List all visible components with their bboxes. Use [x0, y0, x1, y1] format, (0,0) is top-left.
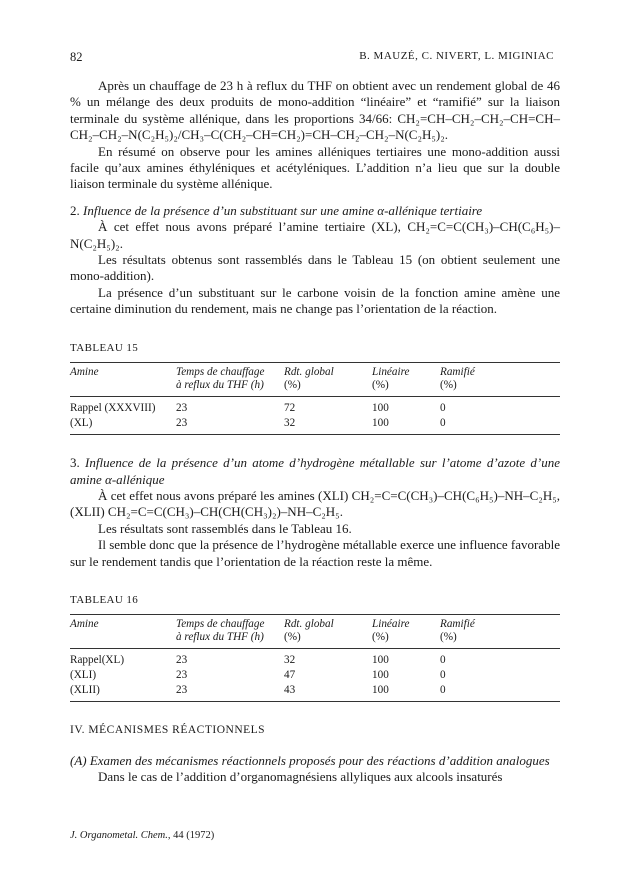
- section-3-paragraph-1: À cet effet nous avons préparé les amines (XLI) CH₂=C=C(CH₃)–CH(C₆H₅)–NH–C₂H₅, (XLII) CH₂=C=C(CH₃)–CH(CH(CH₃)₂)–NH–C₂H₅.: [70, 487, 560, 520]
- journal-footer: [70, 830, 214, 841]
- table-16-header-time: Temps de chauffage à reflux du THF (h): [176, 618, 265, 644]
- section-3-paragraph-2: Les résultats sont rassemblés dans le Tableau 16.: [98, 520, 352, 536]
- section-3-paragraph-3: Il semble donc que la présence de l’hydrogène métallable exerce une influence favorable sur le rendement tandis que l’orientation de la réaction reste la même.: [70, 537, 560, 569]
- section-2-number: 2.: [70, 202, 80, 218]
- table-16-header-linear: Linéaire (%): [372, 618, 410, 644]
- section-4-subheading: (A) Examen des mécanismes réactionnels proposés pour des réactions d’addition analogues: [70, 752, 550, 768]
- paragraph-conclusion: En résumé on observe pour les amines alléniques tertiaires une mono-addition aussi facile qu’aux amines éthyléniques et acétyléniques. L’addition n’a lieu que sur la double liaison terminale du système allénique.: [70, 143, 560, 192]
- table-cell: 100: [372, 669, 389, 682]
- table-cell: 23: [176, 417, 188, 430]
- table-cell: 72: [284, 402, 296, 415]
- section-3-number: 3.: [70, 455, 80, 471]
- table-cell: 32: [284, 654, 296, 667]
- journal-name: J. Organometal. Chem.,: [70, 830, 171, 841]
- table-cell: 23: [176, 402, 188, 415]
- table-16-header-branched: Ramifié (%): [440, 618, 475, 644]
- table-15-header-branched: Ramifié (%): [440, 366, 475, 392]
- table-cell: 0: [440, 654, 446, 667]
- table-16-header-yield: Rdt. global (%): [284, 618, 334, 644]
- table-cell: 100: [372, 402, 389, 415]
- table-15-header-row: [70, 363, 560, 397]
- section-3-heading: [70, 455, 560, 488]
- section-2-paragraph-2: Les résultats obtenus sont rassemblés dans le Tableau 15 (on obtient seulement une mono-addition).: [70, 252, 560, 284]
- section-4-heading: IV. MÉCANISMES RÉACTIONNELS: [70, 724, 266, 737]
- table-15: [70, 362, 560, 435]
- journal-volume: 44 (1972): [173, 830, 215, 841]
- running-header: [70, 50, 554, 68]
- section-2-heading: [70, 203, 560, 219]
- table-cell: 0: [440, 669, 446, 682]
- table-cell: 0: [440, 402, 446, 415]
- article-body: [70, 78, 560, 786]
- table-cell: 0: [440, 417, 446, 430]
- table-cell: 100: [372, 654, 389, 667]
- table-15-header-amine: Amine: [70, 366, 99, 379]
- section-2-paragraph-1: À cet effet nous avons préparé l’amine tertiaire (XL), CH₂=C=C(CH₃)–CH(C₆H₅)–N(C₂H₅)₂.: [70, 219, 560, 251]
- table-16: [70, 614, 560, 702]
- table-row: [70, 683, 560, 702]
- table-cell: 47: [284, 669, 296, 682]
- table-cell: 23: [176, 654, 188, 667]
- table-16-header-amine: Amine: [70, 618, 99, 631]
- table-16-caption: TABLEAU 16: [70, 593, 139, 606]
- table-row: [70, 668, 560, 683]
- section-3-title: Influence de la présence d’un atome d’hydrogène métallable sur l’atome d’azote d’une amine α-allénique: [70, 455, 561, 487]
- table-cell: (XLII): [70, 684, 100, 697]
- table-row: [70, 649, 560, 669]
- running-authors: B. MAUZÉ, C. NIVERT, L. MIGINIAC: [359, 50, 554, 62]
- table-cell: 23: [176, 669, 188, 682]
- table-15-header-linear: Linéaire (%): [372, 366, 410, 392]
- table-cell: Rappel (XXXVIII): [70, 402, 156, 415]
- table-cell: 100: [372, 417, 389, 430]
- table-cell: 0: [440, 684, 446, 697]
- table-cell: 32: [284, 417, 296, 430]
- section-4-paragraph-1: Dans le cas de l’addition d’organomagnésiens allyliques aux alcools insaturés: [98, 769, 503, 785]
- table-cell: 23: [176, 684, 188, 697]
- paragraph-result-summary: Après un chauffage de 23 h à reflux du THF on obtient avec un rendement global de 46 % un mélange des deux produits de mono-addition “linéaire” et “ramifié” sur la liaison terminale du système allénique, dans les proportions 34/66: CH₂=CH–CH₂–CH₂–CH=CH–CH₂–CH₂–N(C₂H₅)₂/CH₃–C(CH₂–CH=CH₂)=CH–CH₂–CH₂–N(C₂H₅)₂.: [70, 78, 560, 143]
- table-cell: 43: [284, 684, 296, 697]
- table-row: [70, 416, 560, 435]
- section-2-title: Influence de la présence d’un substituant sur une amine α-allénique tertiaire: [83, 202, 483, 218]
- table-15-caption: TABLEAU 15: [70, 341, 139, 354]
- table-row: [70, 397, 560, 417]
- table-cell: 100: [372, 684, 389, 697]
- section-2-paragraph-3: La présence d’un substituant sur le carbone voisin de la fonction amine amène une certaine diminution du rendement, mais ne change pas l’orientation de la réaction.: [70, 284, 560, 317]
- table-cell: (XLI): [70, 669, 97, 682]
- table-cell: (XL): [70, 417, 93, 430]
- table-15-header-yield: Rdt. global (%): [284, 366, 334, 392]
- table-16-header-row: [70, 615, 560, 649]
- table-15-header-time: Temps de chauffage à reflux du THF (h): [176, 366, 265, 392]
- table-cell: Rappel(XL): [70, 654, 125, 667]
- page-number: 82: [70, 50, 83, 64]
